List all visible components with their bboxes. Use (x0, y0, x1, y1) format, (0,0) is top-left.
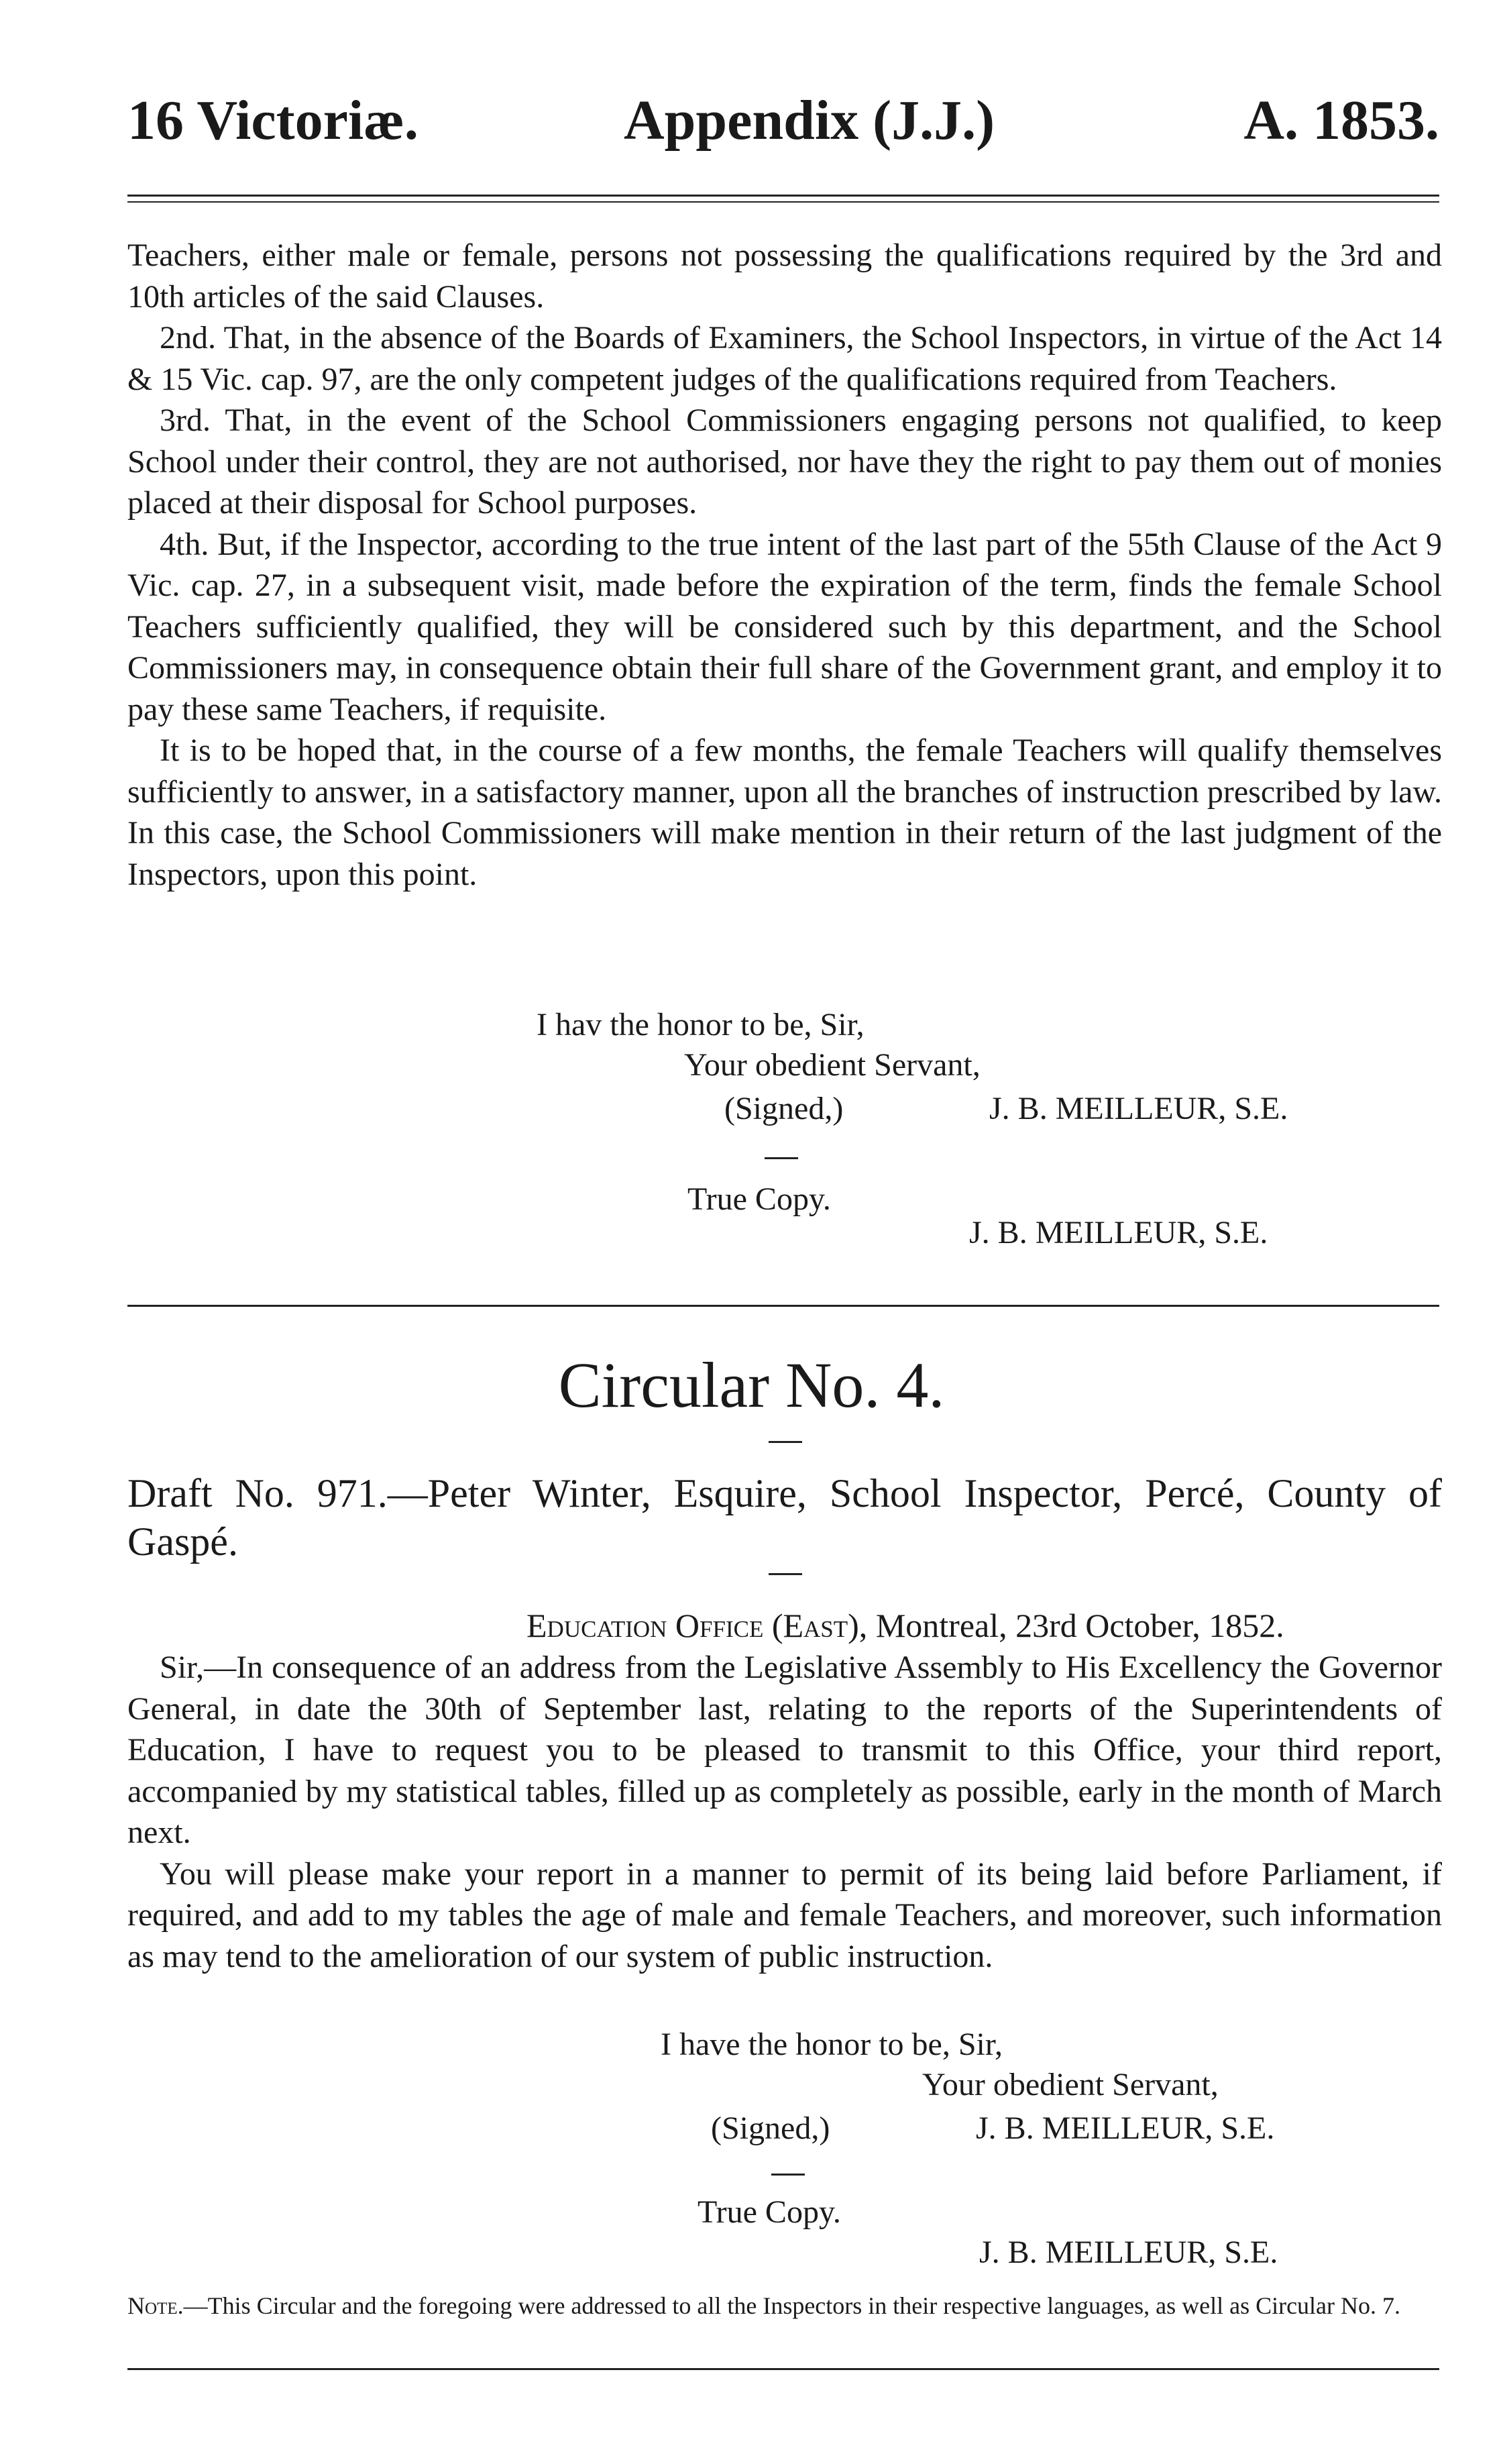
letter-paragraph: 3rd. That, in the event of the School Commissioners engaging persons not qualified, to keep School under their control, they are not authorised, nor have they the right to pay them out of monies placed at their disposal for School purposes. (127, 403, 1442, 521)
letter-true-copy: True Copy. (687, 1181, 831, 1217)
letter-closing: I hav the honor to be, Sir, (537, 1007, 865, 1042)
header-rule-top (127, 195, 1439, 197)
circular-closing: I have the honor to be, Sir, (661, 2027, 1003, 2062)
letter-paragraph: 4th. But, if the Inspector, according to the true intent of the last part of the 55th Clause of the Act 9 Vic. cap. 27, in a subsequent visit, made before the expiration of the term, finds the female School Teachers sufficiently qualified, they will be considered such by this department, and the School Commissioners may, in consequence obtain their full share of the Government grant, and employ it to pay these same Teachers, if requisite. (127, 526, 1442, 727)
circular-signature: J. B. MEILLEUR, S.E. (976, 2110, 1275, 2146)
footnote-label: Note. (127, 2292, 184, 2319)
letter-paragraph: It is to be hoped that, in the course of a few months, the female Teachers will qualify themselves sufficiently to answer, in a satisfactory manner, upon all the branches of instruction prescribed by law. In this case, the School Commissioners will make mention in their return of the last judgment of the Inspectors, upon this point. (127, 733, 1442, 892)
separator-dash (771, 2174, 805, 2176)
letter-signature: J. B. MEILLEUR, S.E. (989, 1091, 1288, 1126)
footnote (127, 2291, 1442, 2320)
header-session: 16 Victoriæ. (127, 89, 419, 152)
circular-signed: (Signed,) (711, 2110, 830, 2146)
section-rule (127, 1305, 1439, 1307)
circular-paragraph: You will please make your report in a manner to permit of its being laid before Parliament, if required, and add to my tables the age of male and female Teachers, and moreover, such information as may tend to the amelioration of our system of public instruction. (127, 1856, 1442, 1974)
circular-paragraph: Sir,—In consequence of an address from the Legislative Assembly to His Excellency the Governor General, in date the 30th of September last, relating to the reports of the Superintendents of Education, I have to request you to be pleased to transmit to this Office, your third report, accompanied by my statistical tables, filled up as completely as possible, early in the month of March next. (127, 1650, 1442, 1850)
letter-servant: Your obedient Servant, (684, 1047, 981, 1083)
letter-signature-copy: J. B. MEILLEUR, S.E. (969, 1215, 1268, 1250)
circular-title: Circular No. 4. (558, 1349, 945, 1421)
letter-paragraph: 2nd. That, in the absence of the Boards of Examiners, the School Inspectors, in virtue of the Act 14 & 15 Vic. cap. 97, are the only competent judges of the qualifications required from Teachers. (127, 320, 1442, 397)
footer-rule (127, 2368, 1439, 2370)
letter-paragraph: Teachers, either male or female, persons not possessing the qualifications required by the 3rd and 10th articles of the said Clauses. (127, 237, 1442, 315)
header-rule-bottom (127, 201, 1439, 203)
separator-dash (769, 1573, 802, 1575)
circular-draft-heading: Draft No. 971.—Peter Winter, Esquire, School Inspector, Percé, County of Gaspé. (127, 1471, 1442, 1564)
circular-true-copy: True Copy. (698, 2194, 841, 2230)
header-appendix: Appendix (J.J.) (624, 89, 995, 152)
circular-servant: Your obedient Servant, (922, 2067, 1219, 2102)
separator-dash (769, 1441, 802, 1443)
circular-dateline (526, 1607, 1284, 1644)
circular-body (127, 1647, 1442, 1977)
circular-signature-copy: J. B. MEILLEUR, S.E. (979, 2235, 1278, 2270)
letter-signed: (Signed,) (724, 1091, 844, 1126)
separator-dash (765, 1157, 798, 1159)
dateline-place-date: Montreal, 23rd October, 1852. (867, 1607, 1284, 1644)
page-header (127, 84, 1439, 158)
dateline-office: Education Office (East), (526, 1607, 868, 1644)
footnote-text: —This Circular and the foregoing were addressed to all the Inspectors in their respective languages, as well as Circular No. 7. (183, 2292, 1401, 2319)
letter-body (127, 235, 1442, 895)
header-year: A. 1853. (1243, 89, 1439, 152)
